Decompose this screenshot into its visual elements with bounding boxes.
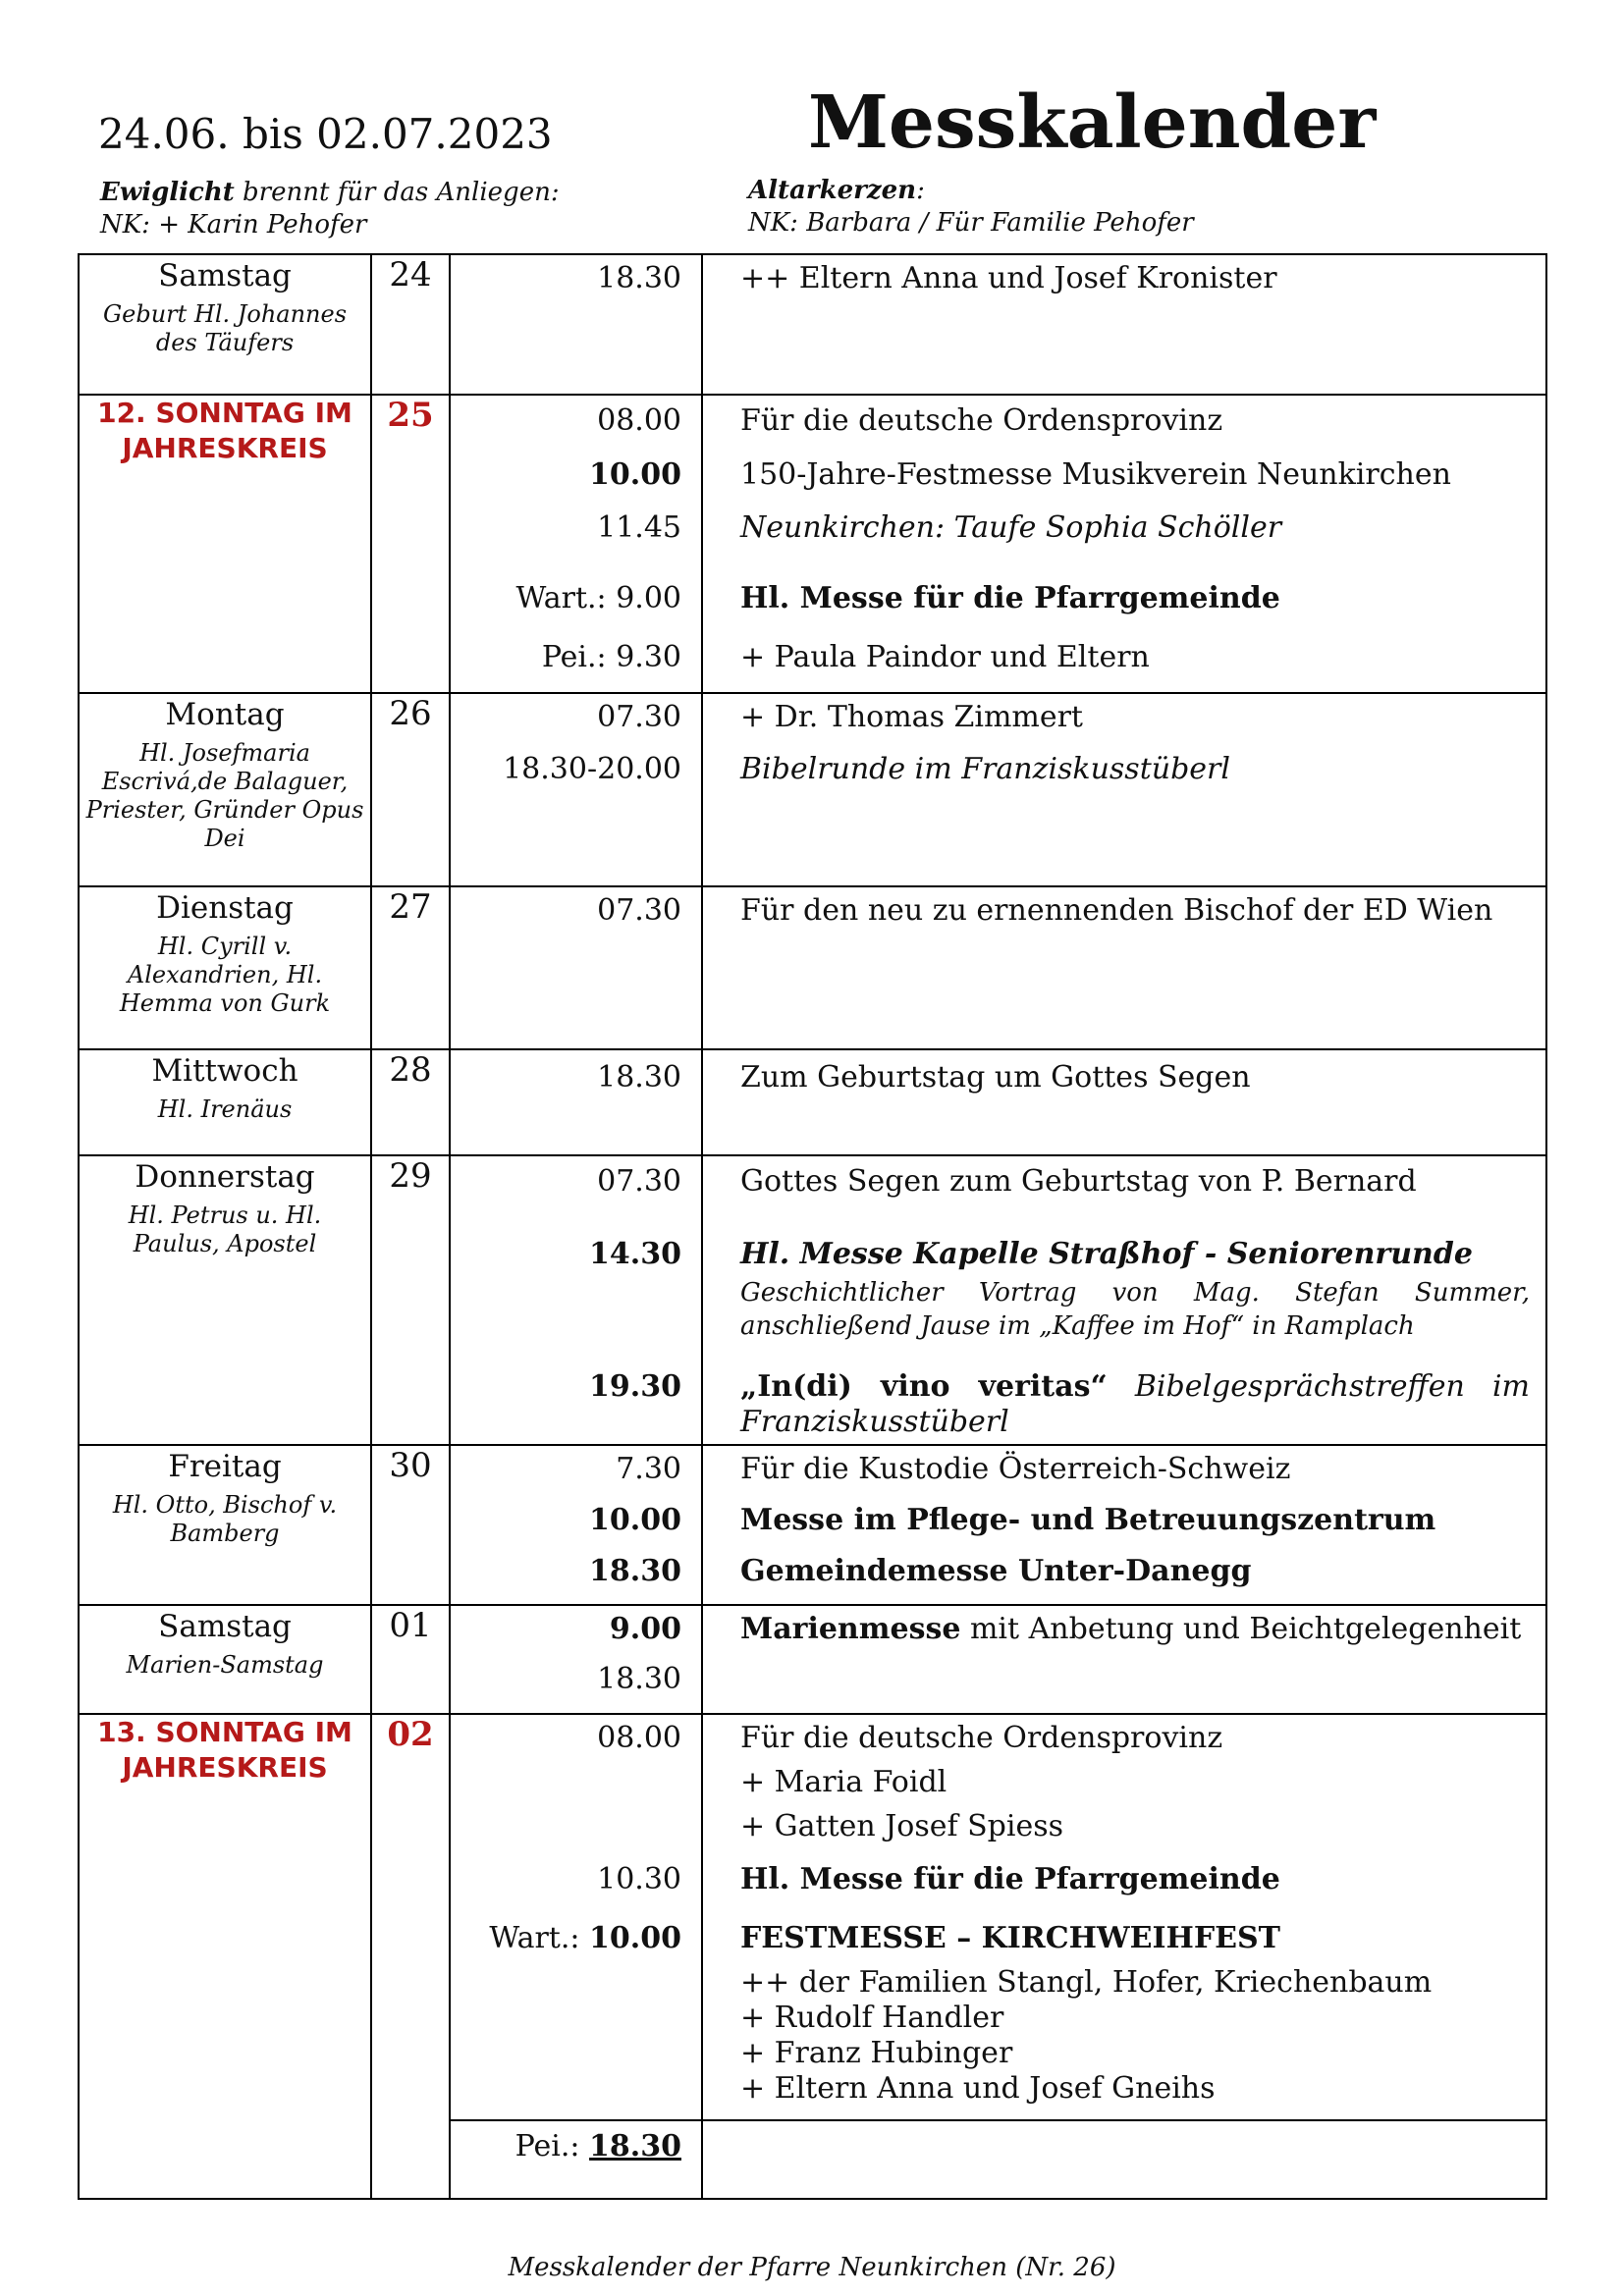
intention: Gemeindemesse Unter-Danegg xyxy=(740,1554,1252,1588)
intention: + Gatten Josef Spiess xyxy=(740,1809,1064,1843)
intention: + Paula Paindor und Eltern xyxy=(740,640,1150,674)
mass-time: 10.00 xyxy=(589,1503,681,1537)
table-row xyxy=(79,1445,1546,1605)
time-value: 9.30 xyxy=(616,640,681,674)
day-name: Freitag xyxy=(168,1449,282,1484)
time-value: 10.00 xyxy=(589,1921,681,1955)
time-cell xyxy=(450,693,702,886)
time-cell xyxy=(450,1155,702,1445)
altarkerzen-intention: NK: Barbara / Für Familie Pehofer xyxy=(748,208,1194,238)
ewiglicht-label: Ewiglicht xyxy=(100,178,235,207)
sunday-name: 12. SONNTAG IM JAHRESKREIS xyxy=(97,397,352,464)
place-label: Pei.: xyxy=(541,640,607,674)
time-cell xyxy=(450,886,702,1049)
day-cell xyxy=(79,1155,371,1445)
intention: + Rudolf Handler xyxy=(740,2001,1004,2035)
intention: 150-Jahre-Festmesse Musikverein Neunkirchen xyxy=(740,457,1451,492)
feast-name: Hl. Irenäus xyxy=(157,1095,293,1123)
mass-time: 18.30 xyxy=(597,1060,681,1095)
feast-name: Hl. Otto, Bischof v. Bamberg xyxy=(112,1491,338,1547)
day-name: Donnerstag xyxy=(135,1159,315,1195)
table-row xyxy=(79,1605,1546,1714)
intention-cell xyxy=(702,395,1546,693)
intention: Hl. Messe für die Pfarrgemeinde xyxy=(740,1862,1280,1896)
table-row xyxy=(79,1714,1546,2120)
intention: Hl. Messe für die Pfarrgemeinde xyxy=(740,581,1280,615)
intention-note: Geschichtlicher Vortrag von Mag. Stefan Summer, anschließend Jause im „Kaffee im Hof“ in Ramplach xyxy=(740,1278,1530,1341)
intention: FESTMESSE – KIRCHWEIHFEST xyxy=(740,1921,1281,1955)
day-name: Samstag xyxy=(158,258,292,294)
date-number: 02 xyxy=(371,1714,450,2199)
mass-time xyxy=(451,2121,701,2163)
intention-cell xyxy=(702,1714,1546,2120)
mass-time: 08.00 xyxy=(597,1721,681,1755)
day-cell xyxy=(79,395,371,693)
table-row xyxy=(79,1155,1546,1445)
intention-bold: „In(di) vino veritas“ xyxy=(740,1369,1108,1404)
date-number: 01 xyxy=(371,1605,450,1714)
intention-list xyxy=(740,1965,1432,2107)
time-cell xyxy=(450,1714,702,2120)
mass-time: 10.30 xyxy=(597,1862,681,1896)
place-label: Wart.: xyxy=(489,1921,580,1955)
intention: + Dr. Thomas Zimmert xyxy=(740,700,1083,734)
table-row xyxy=(79,1049,1546,1155)
altarkerzen-label: Altarkerzen xyxy=(748,176,917,205)
date-number: 25 xyxy=(371,395,450,693)
feast-name: Marien-Samstag xyxy=(126,1651,324,1679)
sunday-name: 13. SONNTAG IM JAHRESKREIS xyxy=(97,1716,352,1784)
time-cell xyxy=(450,254,702,395)
day-cell xyxy=(79,254,371,395)
intention-italic: Bibelgesprächstreffen im Franziskusstüberl xyxy=(740,1369,1530,1439)
intention: Für die deutsche Ordensprovinz xyxy=(740,403,1223,438)
intention: Gottes Segen zum Geburtstag von P. Bernard xyxy=(740,1164,1417,1199)
mass-time xyxy=(516,581,682,615)
intention: Bibelrunde im Franziskusstüberl xyxy=(740,752,1230,786)
table-row xyxy=(79,693,1546,886)
day-cell xyxy=(79,1714,371,2199)
date-number: 27 xyxy=(371,886,450,1049)
page-title: Messkalender xyxy=(808,80,1377,165)
intention: Neunkirchen: Taufe Sophia Schöller xyxy=(740,510,1282,545)
day-name: Dienstag xyxy=(156,890,294,926)
time-cell xyxy=(450,395,702,693)
date-number: 29 xyxy=(371,1155,450,1445)
place-label: Pei.: xyxy=(514,2129,580,2163)
date-number: 28 xyxy=(371,1049,450,1155)
time-cell xyxy=(450,1605,702,1714)
intention: ++ Eltern Anna und Josef Kronister xyxy=(740,261,1277,295)
feast-name: Hl. Josefmaria Escrivá,de Balaguer, Priester, Gründer Opus Dei xyxy=(85,739,364,852)
intention-cell xyxy=(702,254,1546,395)
time-cell xyxy=(450,1445,702,1605)
day-name: Montag xyxy=(165,697,285,732)
mass-calendar-table xyxy=(78,253,1547,2200)
feast-name: Hl. Petrus u. Hl. Paulus, Apostel xyxy=(128,1201,322,1257)
intention-cell xyxy=(702,1445,1546,1605)
intention: Für die deutsche Ordensprovinz xyxy=(740,1721,1223,1755)
intention-cell xyxy=(702,886,1546,1049)
intention-cell xyxy=(702,2120,1546,2199)
date-number: 26 xyxy=(371,693,450,886)
mass-time: 18.30 xyxy=(597,261,681,295)
time-cell xyxy=(450,2120,702,2199)
intention xyxy=(703,1606,1545,1646)
mass-time: 11.45 xyxy=(597,510,681,545)
mass-time: 18.30 xyxy=(589,1554,681,1588)
ewiglicht-note xyxy=(100,177,560,241)
table-row xyxy=(79,395,1546,693)
ewiglicht-intention: NK: + Karin Pehofer xyxy=(100,210,367,240)
day-cell xyxy=(79,1049,371,1155)
page-footer: Messkalender der Pfarre Neunkirchen (Nr. 26) xyxy=(508,2253,1116,2282)
table-row xyxy=(79,886,1546,1049)
intention-cell xyxy=(702,1049,1546,1155)
mass-time: 19.30 xyxy=(589,1369,681,1404)
day-name: Samstag xyxy=(158,1609,292,1644)
time-value: 9.00 xyxy=(616,581,681,615)
intention-rest: mit Anbetung und Beichtgelegenheit xyxy=(960,1612,1522,1646)
intention: + Eltern Anna und Josef Gneihs xyxy=(740,2071,1216,2106)
intention: + Maria Foidl xyxy=(740,1765,947,1799)
feast-name: Geburt Hl. Johannes des Täufers xyxy=(102,300,348,356)
table-row xyxy=(79,254,1546,395)
altarkerzen-colon: : xyxy=(916,176,925,205)
altarkerzen-note xyxy=(748,175,1194,240)
intention: Zum Geburtstag um Gottes Segen xyxy=(740,1060,1251,1095)
intention: Hl. Messe Kapelle Straßhof - Seniorenrunde xyxy=(740,1237,1473,1271)
ewiglicht-text: brennt für das Anliegen: xyxy=(234,178,560,207)
date-range: 24.06. bis 02.07.2023 xyxy=(98,110,553,158)
date-number: 30 xyxy=(371,1445,450,1605)
feast-name: Hl. Cyrill v. Alexandrien, Hl. Hemma von Gurk xyxy=(119,933,331,1017)
intention: + Franz Hubinger xyxy=(740,2036,1013,2070)
intention-bold: Marienmesse xyxy=(740,1612,961,1646)
mass-time: 18.30 xyxy=(597,1662,681,1696)
mass-time: 07.30 xyxy=(597,1164,681,1199)
time-cell xyxy=(450,1049,702,1155)
mass-time xyxy=(542,640,681,674)
mass-time xyxy=(489,1921,681,1955)
intention-cell xyxy=(702,1155,1546,1445)
mass-time: 18.30-20.00 xyxy=(503,752,681,786)
day-cell xyxy=(79,886,371,1049)
intention: Für die Kustodie Österreich-Schweiz xyxy=(740,1452,1291,1486)
place-label: Wart.: xyxy=(515,581,607,615)
mass-time: 14.30 xyxy=(589,1237,681,1271)
intention xyxy=(703,1369,1547,1440)
mass-time: 08.00 xyxy=(597,403,681,438)
intention: ++ der Familien Stangl, Hofer, Kriechenbaum xyxy=(740,1965,1433,2000)
mass-time: 10.00 xyxy=(589,457,681,492)
mass-time: 07.30 xyxy=(597,893,681,928)
time-value: 18.30 xyxy=(589,2129,681,2163)
mass-time: 07.30 xyxy=(597,700,681,734)
intention-cell xyxy=(702,1605,1546,1714)
day-cell xyxy=(79,693,371,886)
intention-cell xyxy=(702,693,1546,886)
day-cell xyxy=(79,1605,371,1714)
mass-time: 9.00 xyxy=(609,1612,681,1646)
intention: Messe im Pflege- und Betreuungszentrum xyxy=(740,1503,1436,1537)
day-cell xyxy=(79,1445,371,1605)
mass-time: 7.30 xyxy=(616,1452,681,1486)
intention: Für den neu zu ernennenden Bischof der ED Wien xyxy=(740,893,1493,928)
day-name: Mittwoch xyxy=(151,1053,298,1089)
date-number: 24 xyxy=(371,254,450,395)
